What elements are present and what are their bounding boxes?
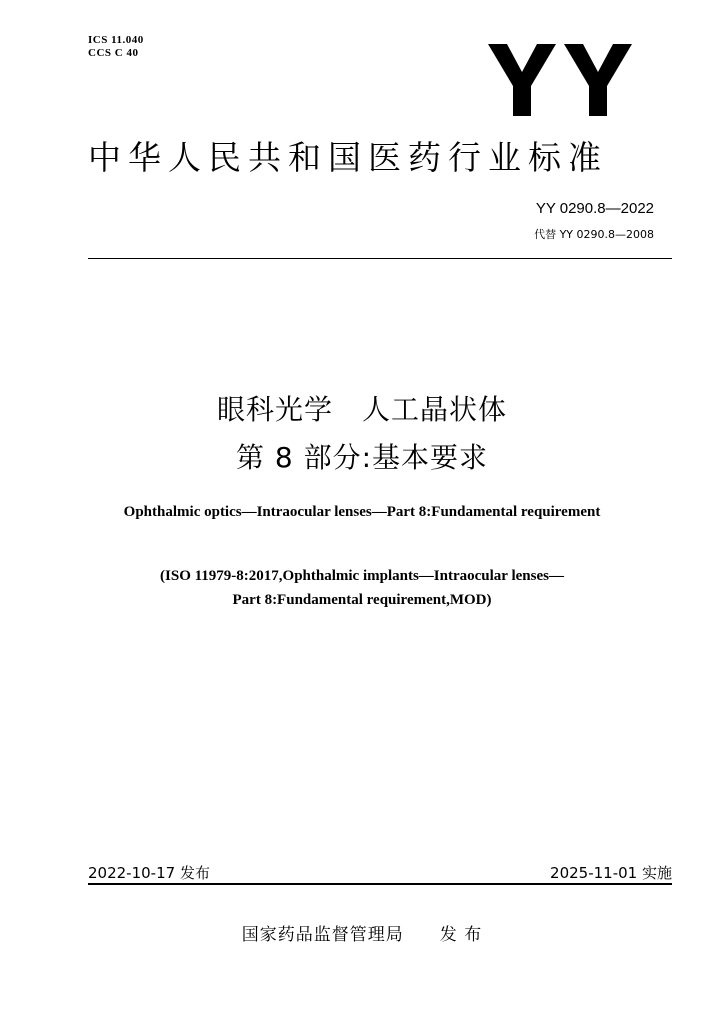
iso-reference-line-2: Part 8:Fundamental requirement,MOD) bbox=[232, 592, 492, 608]
replaces-code: 代替 YY 0290.8—2008 bbox=[534, 228, 654, 241]
implementation-date: 2025-11-01 实施 bbox=[550, 864, 672, 882]
org-title: 中华人民共和国医药行业标准 bbox=[88, 138, 608, 177]
iso-reference-line-1: (ISO 11979-8:2017,Ophthalmic implants—Intraocular lenses— bbox=[160, 568, 564, 584]
header-divider bbox=[88, 258, 672, 259]
footer-divider bbox=[88, 883, 672, 885]
english-title: Ophthalmic optics—Intraocular lenses—Part 8:Fundamental requirement bbox=[123, 504, 601, 520]
issuing-authority: 国家药品监督管理局 发 布 bbox=[241, 925, 483, 945]
classification-codes bbox=[88, 34, 144, 60]
issue-date: 2022-10-17 发布 bbox=[88, 864, 210, 882]
standard-code: YY 0290.8—2022 bbox=[535, 200, 654, 217]
title-line-1: 眼科光学 人工晶状体 bbox=[216, 393, 507, 426]
title-line-2: 第 8 部分:基本要求 bbox=[235, 441, 489, 474]
ics-code: ICS 11.040 bbox=[88, 34, 144, 46]
ccs-code: CCS C 40 bbox=[88, 47, 139, 59]
yy-logo bbox=[488, 44, 632, 116]
